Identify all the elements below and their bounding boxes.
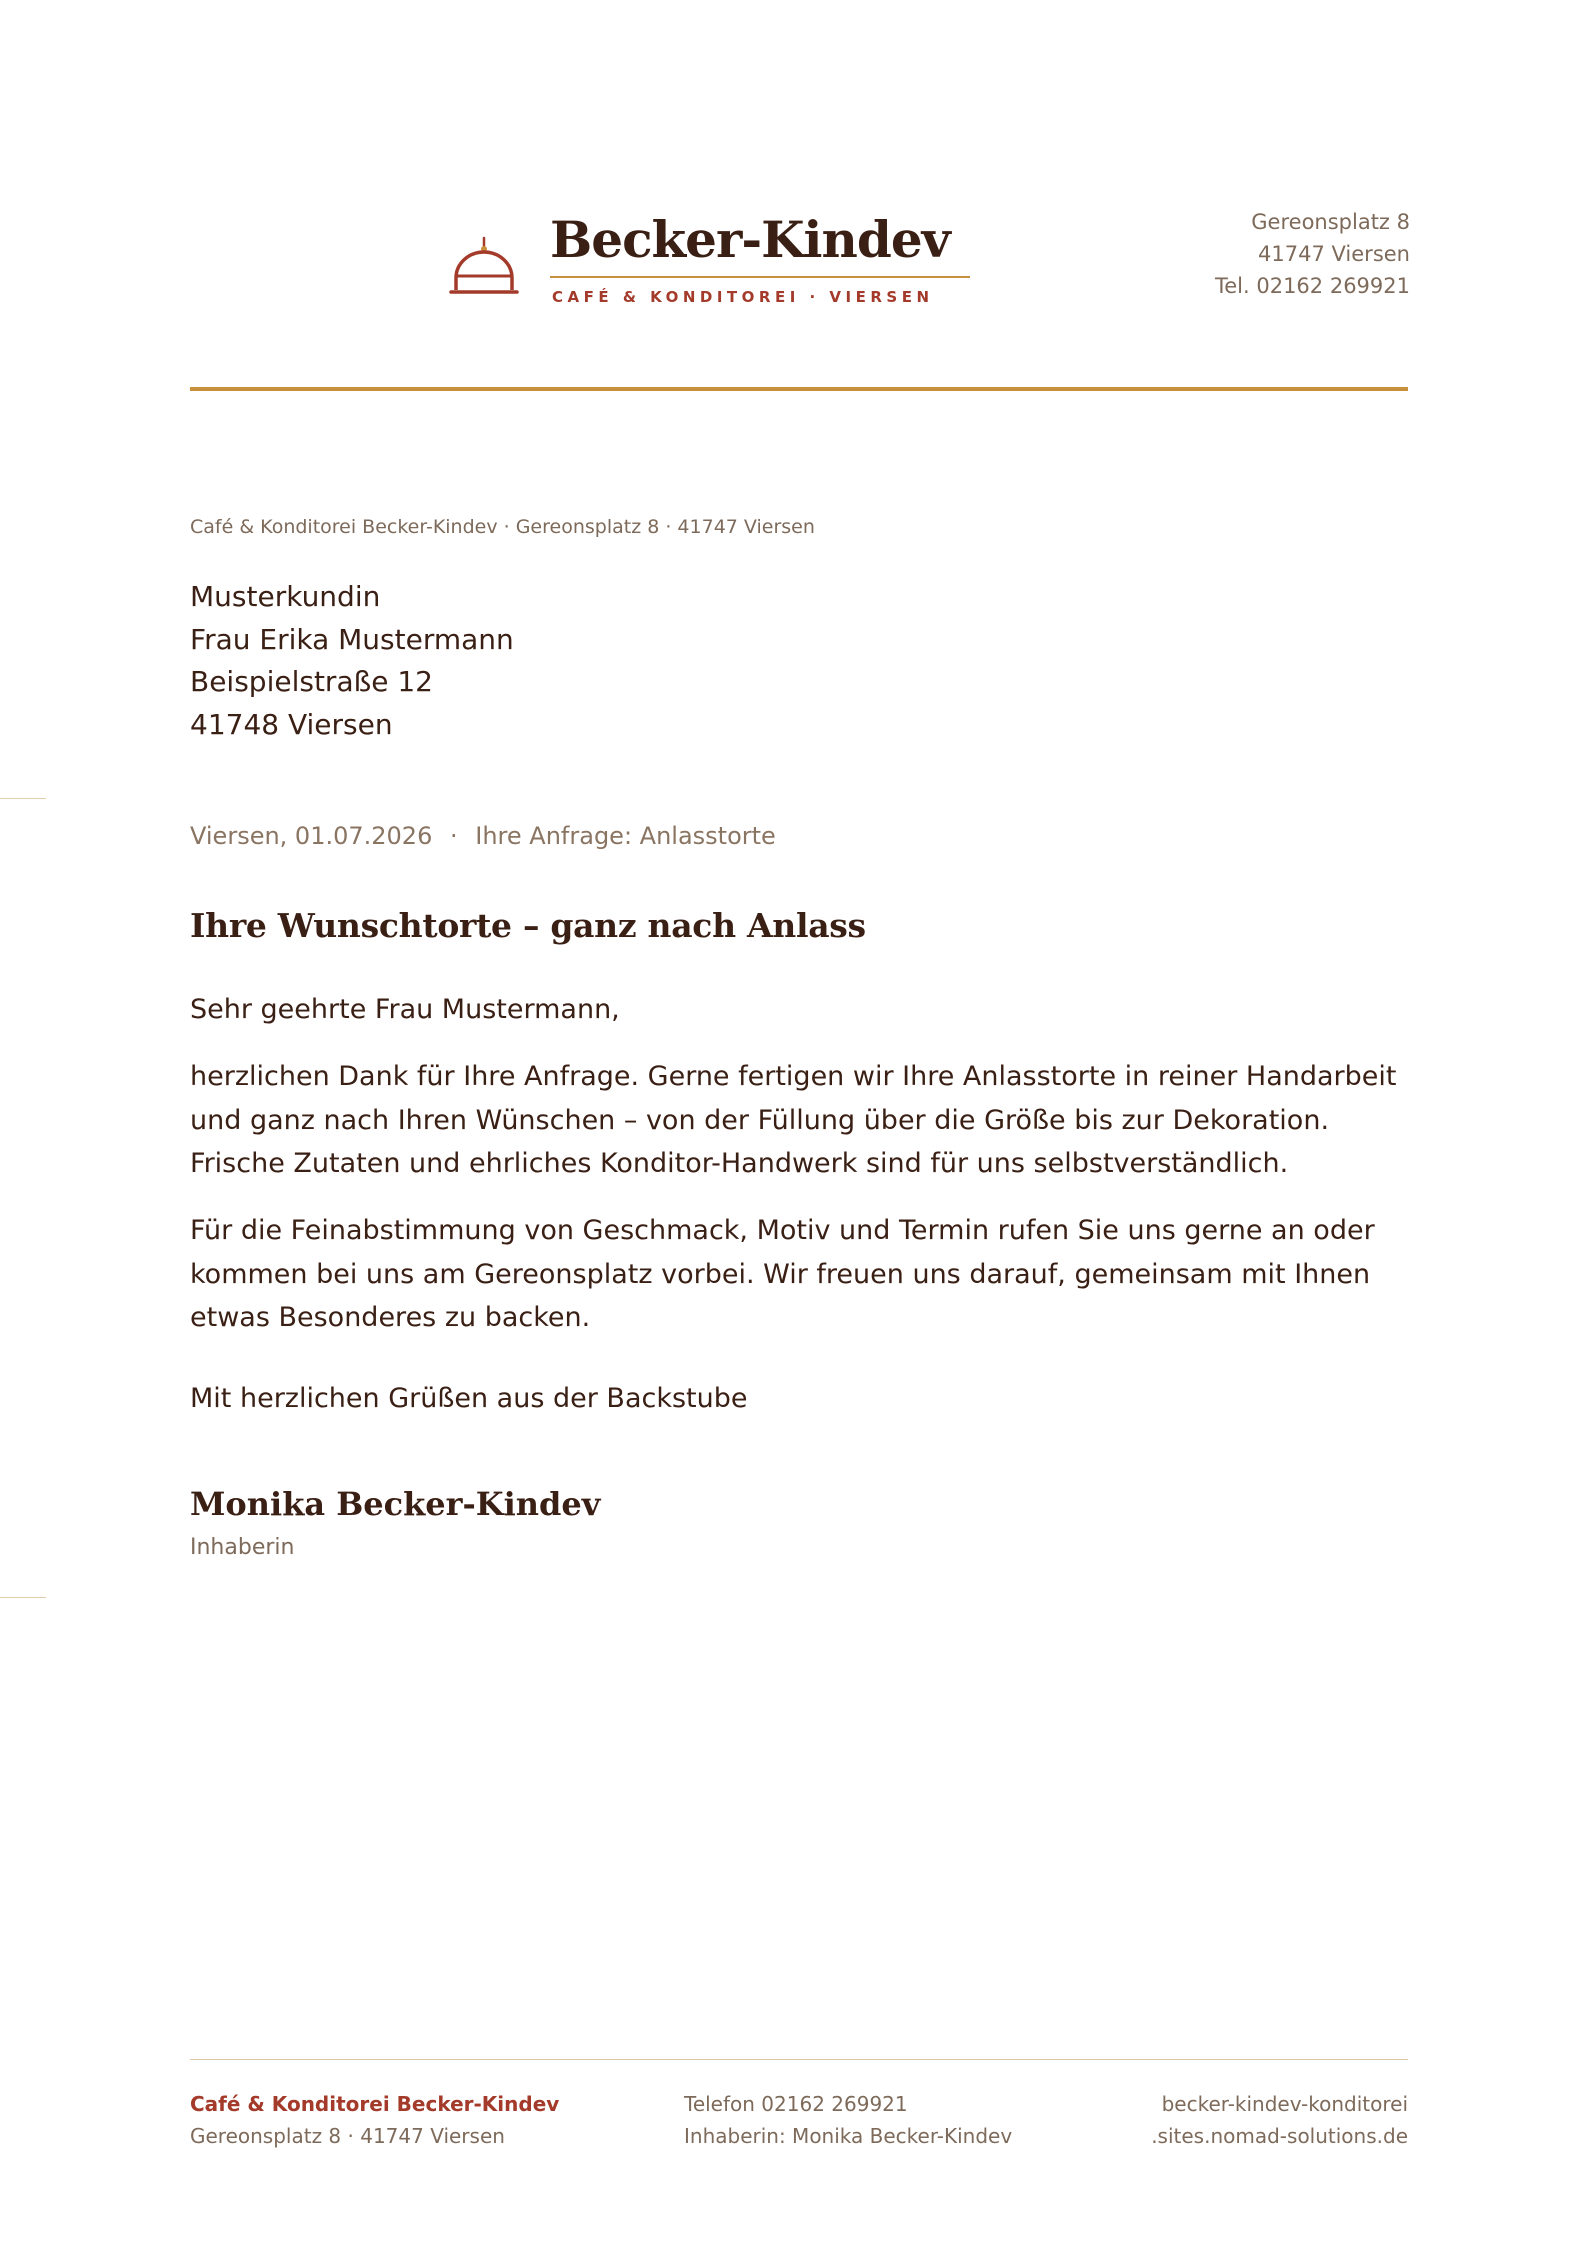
- footer-divider: [190, 2059, 1408, 2060]
- date-reference-line: [190, 822, 776, 850]
- fold-mark-top: [0, 798, 46, 799]
- footer-website[interactable]: [1151, 2088, 1408, 2152]
- reference: Ihre Anfrage: Anlasstorte: [475, 822, 776, 850]
- place-date: Viersen, 01.07.2026: [190, 822, 433, 850]
- footer-contact: [684, 2088, 1012, 2152]
- signature-role: Inhaberin: [190, 1535, 295, 1560]
- header-divider: [190, 387, 1408, 391]
- brand-tagline: CAFÉ & KONDITOREI · VIERSEN: [552, 288, 934, 306]
- footer-web-line[interactable]: .sites.nomad-solutions.de: [1151, 2124, 1408, 2148]
- recipient-line: 41748 Viersen: [190, 707, 393, 741]
- recipient-line: Beispielstraße 12: [190, 665, 433, 698]
- recipient-line: Musterkundin: [190, 580, 381, 613]
- closing: Mit herzlichen Grüßen aus der Backstube: [190, 1383, 748, 1414]
- body-paragraph: [190, 1209, 1415, 1340]
- footer-address: Gereonsplatz 8 · 41747 Viersen: [190, 2124, 505, 2148]
- header-city: 41747 Viersen: [1258, 242, 1410, 266]
- paragraph-text: herzlichen Dank für Ihre Anfrage. Gerne fertigen wir Ihre Anlasstorte in reiner Handarbeit und ganz nach Ihren Wünschen – von der Füllung über die Größe bis zur Dekoration. Frische Zutaten und ehrliches Konditor-Handwerk sind für uns selbstverständlich.: [190, 1061, 1397, 1179]
- recipient-line: Frau Erika Mustermann: [190, 622, 514, 656]
- brand-name: Becker-Kindev: [550, 210, 950, 269]
- header-phone: Tel. 02162 269921: [1214, 274, 1410, 298]
- cake-dome-icon: [448, 232, 520, 302]
- body-paragraph: [190, 1055, 1415, 1186]
- sender-return-line: Café & Konditorei Becker-Kindev · Gereonsplatz 8 · 41747 Viersen: [190, 516, 815, 538]
- salutation: Sehr geehrte Frau Mustermann,: [190, 994, 620, 1025]
- footer-phone: Telefon 02162 269921: [684, 2092, 908, 2116]
- brand-underline: [550, 276, 970, 278]
- paragraph-text: Für die Feinabstimmung von Geschmack, Motiv und Termin rufen Sie uns gerne an oder kommen bei uns am Gereonsplatz vorbei. Wir freuen uns darauf, gemeinsam mit Ihnen etwas Besonderes zu backen.: [190, 1215, 1375, 1333]
- footer-web-line[interactable]: becker-kindev-konditorei: [1161, 2092, 1408, 2116]
- header-street: Gereonsplatz 8: [1251, 210, 1410, 234]
- footer-owner: Inhaberin: Monika Becker-Kindev: [684, 2124, 1013, 2148]
- meta-separator: ·: [449, 822, 458, 850]
- footer-company-name: Café & Konditorei Becker-Kindev: [190, 2092, 560, 2116]
- header-address: [1215, 206, 1410, 302]
- letter-subject: Ihre Wunschtorte – ganz nach Anlass: [190, 906, 866, 945]
- footer-company: [190, 2088, 559, 2152]
- fold-mark-bottom: [0, 1597, 46, 1598]
- recipient-address: [190, 576, 514, 746]
- signature-name: Monika Becker-Kindev: [190, 1485, 601, 1523]
